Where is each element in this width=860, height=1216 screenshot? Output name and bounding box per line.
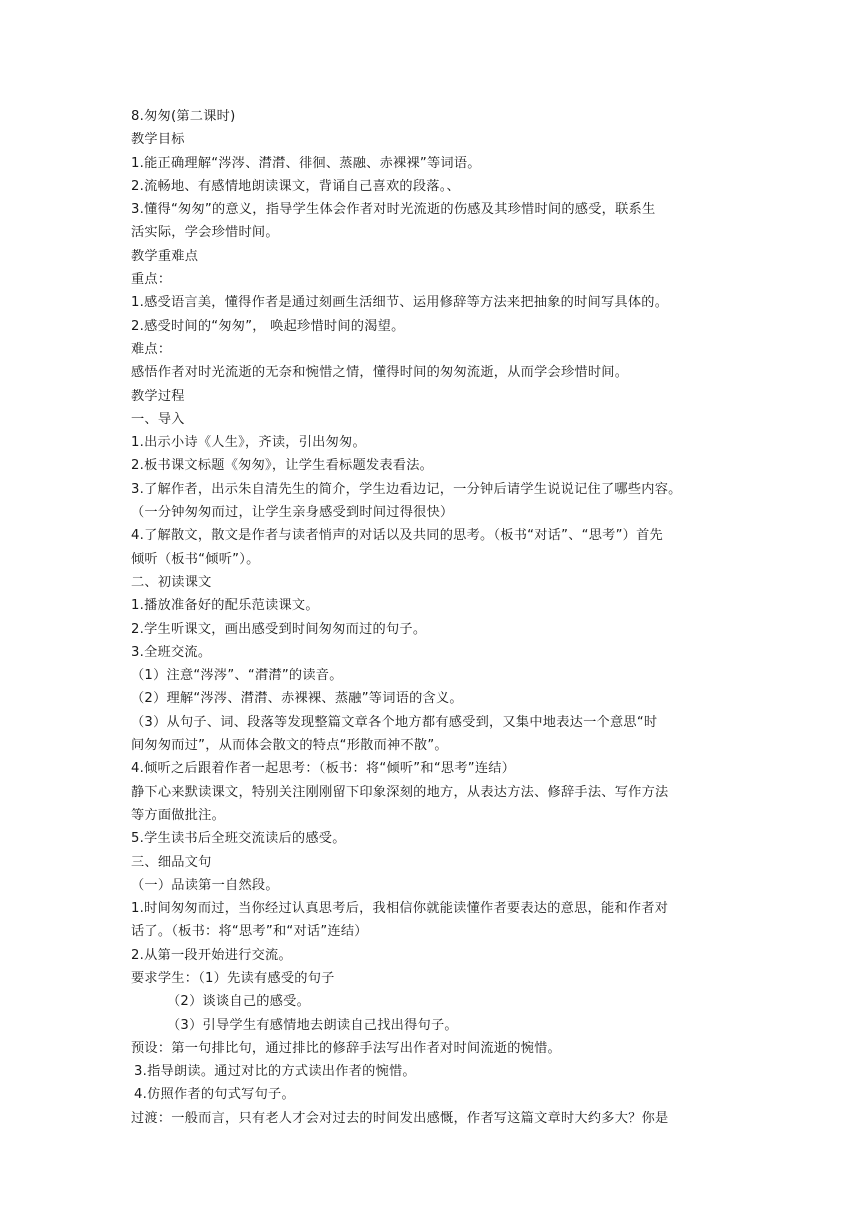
- student-requirements: 要求学生：（1）先读有感受的句子: [131, 970, 335, 986]
- intro-step-1: 1.出示小诗《人生》，齐读，引出匆匆。: [131, 435, 366, 451]
- lesson-title: 8.匆匆(第二课时): [131, 109, 236, 124]
- close-reading-step-3: 3.指导朗读。通过对比的方式读出作者的惋惜。: [134, 1064, 416, 1080]
- goal-item-2: 2.流畅地、有感情地朗读课文，背诵自己喜欢的段落。、: [131, 178, 460, 194]
- reading-step-4-detail: 静下心来默读课文，特别关注刚刚留下印象深刻的地方，从表达方法、修辞手法、写作方法: [131, 784, 669, 800]
- reading-substep-2: （2）理解“涔涔、潸潸、赤裸裸、蒸融”等词语的含义。: [131, 691, 463, 707]
- student-requirement-2: （2）谈谈自己的感受。: [167, 994, 311, 1010]
- reading-step-4-detail-continued: 等方面做批注。: [131, 807, 226, 823]
- reading-step-4: 4.倾听之后跟着作者一起思考：（板书：将“倾听”和“思考”连结）: [131, 761, 516, 777]
- close-reading-step-4: 4.仿照作者的句式写句子。: [134, 1087, 295, 1103]
- reading-substep-1: （1）注意“涔涔”、“潸潸”的读音。: [131, 668, 343, 684]
- section-heading-teaching-goals: 教学目标: [131, 132, 185, 148]
- reading-step-5: 5.学生读书后全班交流读后的感受。: [131, 831, 346, 847]
- subheading-key: 重点：: [131, 272, 172, 288]
- key-item-1: 1.感受语言美，懂得作者是通过刻画生活细节、运用修辞等方法来把抽象的时间写具体的。: [131, 295, 669, 311]
- intro-step-4-continued: 倾听（板书“倾听”）。: [131, 551, 260, 567]
- part-heading-close-reading: 三、细品文句: [131, 854, 212, 870]
- goal-item-3-continued: 活实际，学会珍惜时间。: [131, 225, 279, 241]
- reading-substep-3-continued: 间匆匆而过”，从而体会散文的特点“形散而神不散”。: [131, 738, 448, 754]
- close-reading-step-2: 2.从第一段开始进行交流。: [131, 947, 292, 963]
- reading-step-2: 2.学生听课文，画出感受到时间匆匆而过的句子。: [131, 621, 427, 637]
- intro-step-2: 2.板书课文标题《匆匆》，让学生看标题发表看法。: [131, 458, 434, 474]
- intro-step-3-note: （一分钟匆匆而过，让学生亲身感受到时间过得很快）: [131, 505, 454, 521]
- section-heading-key-points: 教学重难点: [131, 248, 199, 264]
- close-reading-subheading-1: （一）品读第一自然段。: [131, 877, 279, 893]
- key-item-2: 2.感受时间的“匆匆”， 唤起珍惜时间的渴望。: [131, 318, 405, 334]
- goal-item-3: 3.懂得“匆匆”的意义，指导学生体会作者对时光流逝的伤感及其珍惜时间的感受，联系生: [131, 202, 656, 218]
- reading-step-3: 3.全班交流。: [131, 644, 212, 660]
- intro-step-4: 4.了解散文，散文是作者与读者悄声的对话以及共同的思考。（板书“对话”、“思考”）首先: [131, 528, 663, 544]
- close-reading-step-1-continued: 话了。（板书：将“思考”和“对话”连结）: [131, 924, 368, 940]
- preset-answer: 预设：第一句排比句，通过排比的修辞手法写出作者对时间流逝的惋惜。: [131, 1040, 561, 1056]
- intro-step-3: 3.了解作者，出示朱自清先生的简介，学生边看边记，一分钟后请学生说说记住了哪些内容。: [131, 481, 682, 497]
- subheading-difficult: 难点：: [131, 341, 172, 357]
- goal-item-1: 1.能正确理解“涔涔、潸潸、徘徊、蒸融、赤裸裸”等词语。: [131, 155, 481, 171]
- section-heading-teaching-process: 教学过程: [131, 388, 185, 404]
- close-reading-step-1: 1.时间匆匆而过，当你经过认真思考后，我相信你就能读懂作者要表达的意思，能和作者对: [131, 901, 669, 917]
- difficult-text: 感悟作者对时光流逝的无奈和惋惜之情，懂得时间的匆匆流逝，从而学会珍惜时间。: [131, 365, 629, 381]
- document-body: [131, 105, 743, 1130]
- reading-substep-3: （3）从句子、词、段落等发现整篇文章各个地方都有感受到，又集中地表达一个意思“时: [131, 714, 658, 730]
- student-requirement-3: （3）引导学生有感情地去朗读自己找出得句子。: [167, 1017, 458, 1033]
- part-heading-first-reading: 二、初读课文: [131, 574, 212, 590]
- part-heading-intro: 一、导入: [131, 411, 185, 427]
- transition-text: 过渡：一般而言，只有老人才会对过去的时间发出感慨，作者写这篇文章时大约多大？你是: [131, 1110, 669, 1126]
- reading-step-1: 1.播放准备好的配乐范读课文。: [131, 598, 319, 614]
